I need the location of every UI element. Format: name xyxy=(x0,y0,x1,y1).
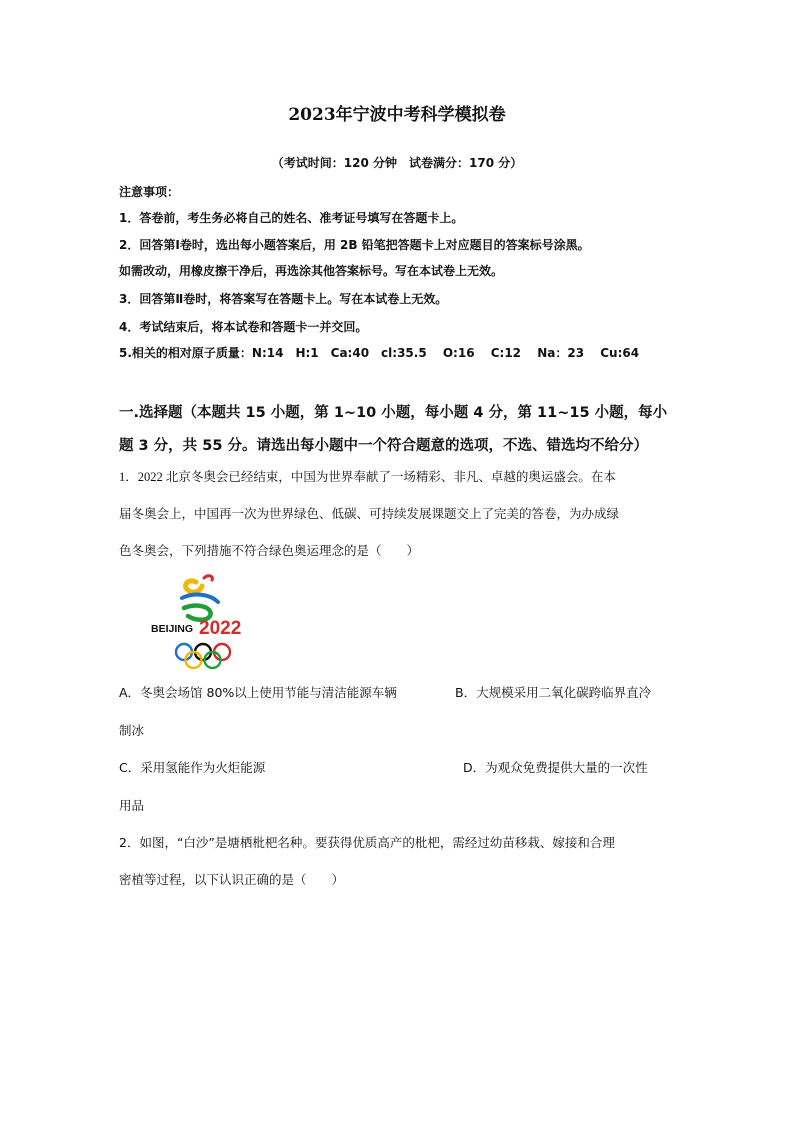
section-heading: 一.选择题（本题共 15 小题，第 1~10 小题，每小题 4 分，第 11~15 小题，每小 xyxy=(119,405,668,421)
page-title: 2023年宁波中考科学模拟卷 xyxy=(288,105,506,125)
question-2-text: 密植等过程，以下认识正确的是（ ） xyxy=(119,872,345,887)
note-item: 3．回答第Ⅱ卷时，将答案写在答题卡上。写在本试卷上无效。 xyxy=(119,292,448,306)
question-1-text: 届冬奥会上，中国再一次为世界绿色、低碳、可持续发展课题交上了完美的答卷，为办成绿 xyxy=(119,506,620,521)
note-item: 2．回答第Ⅰ卷时，选出每小题答案后，用 2B 铅笔把答题卡上对应题目的答案标号涂黑。 xyxy=(119,238,590,252)
section-heading-cont: 题 3 分，共 55 分。请选出每小题中一个符合题意的选项，不选、错选均不给分） xyxy=(119,438,648,454)
option-a: A．冬奥会场馆 80%以上使用节能与清洁能源车辆 xyxy=(119,685,397,700)
option-c: C．采用氢能作为火炬能源 xyxy=(119,760,266,775)
question-2-text: 2．如图，“白沙”是塘栖枇杷名种。要获得优质高产的枇杷，需经过幼苗移栽、嫁接和合理 xyxy=(119,835,615,850)
beijing-2022-logo-image xyxy=(148,572,260,672)
question-1-text: 色冬奥会，下列措施不符合绿色奥运理念的是（ ） xyxy=(119,543,420,558)
option-b: B．大规模采用二氧化碳跨临界直冷 xyxy=(455,685,652,700)
option-b-cont: 制冰 xyxy=(119,723,145,738)
option-d: D．为观众免费提供大量的一次性 xyxy=(463,760,648,775)
question-1-text: 1．2022 北京冬奥会已经结束，中国为世界奉献了一场精彩、非凡、卓越的奥运盛会。在本 xyxy=(119,470,616,484)
note-item: 如需改动，用橡皮擦干净后，再选涂其他答案标号。写在本试卷上无效。 xyxy=(119,264,504,278)
note-item: 1．答卷前，考生务必将自己的姓名、准考证号填写在答题卡上。 xyxy=(119,211,464,225)
option-d-cont: 用品 xyxy=(119,798,145,813)
notes-heading: 注意事项： xyxy=(119,185,180,199)
logo-year-text: 2022 xyxy=(199,618,242,639)
note-item: 5.相关的相对原子质量：N:14 H:1 Ca:40 cl:35.5 O:16 C:12 Na：23 Cu:64 xyxy=(119,346,640,360)
logo-beijing-text: BEIJING xyxy=(151,623,194,635)
note-item: 4．考试结束后，将本试卷和答题卡一并交回。 xyxy=(119,320,368,334)
exam-info: （考试时间：120 分钟 试卷满分：170 分） xyxy=(271,156,523,170)
